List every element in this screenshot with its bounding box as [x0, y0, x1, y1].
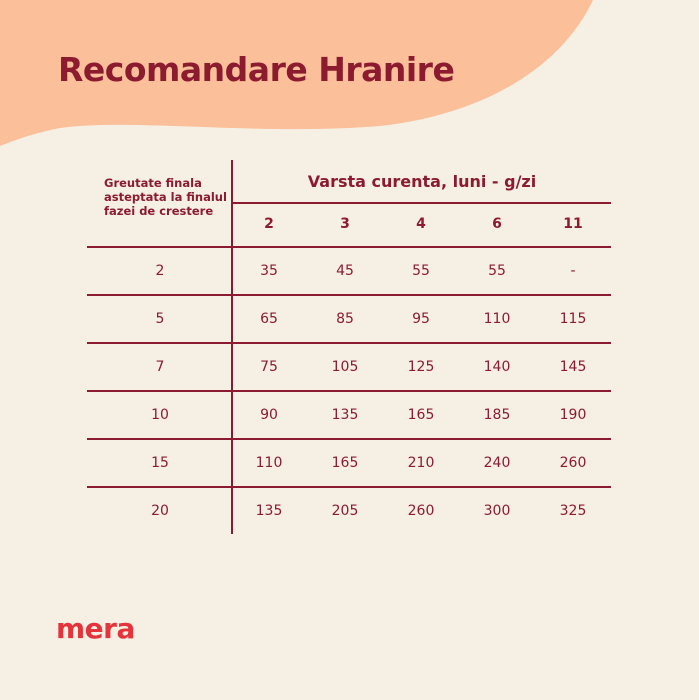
value-cell: 135	[255, 503, 283, 519]
value-cell: 125	[407, 359, 435, 375]
value-cell: 110	[255, 455, 283, 471]
age-header-2: 4	[416, 216, 426, 232]
value-cell: 210	[407, 455, 435, 471]
value-cell: 165	[407, 407, 435, 423]
mera-logo: mera	[56, 612, 135, 645]
value-cell: 135	[331, 407, 359, 423]
value-cell: 45	[336, 263, 354, 279]
value-cell: 90	[260, 407, 278, 423]
value-cell: 85	[336, 311, 354, 327]
weight-cell: 20	[151, 503, 169, 519]
age-header-0: 2	[264, 216, 274, 232]
value-cell: 260	[407, 503, 435, 519]
value-cell: 300	[483, 503, 511, 519]
value-cell: 205	[331, 503, 359, 519]
value-cell: 190	[559, 407, 587, 423]
value-cell: 95	[412, 311, 430, 327]
value-cell: 140	[483, 359, 511, 375]
value-cell: 185	[483, 407, 511, 423]
row-divider	[87, 390, 611, 392]
value-cell: 75	[260, 359, 278, 375]
header-divider	[231, 202, 611, 204]
age-header-3: 6	[492, 216, 502, 232]
column-group-header: Varsta curenta, luni - g/zi	[307, 172, 537, 191]
age-header-4: 11	[563, 216, 583, 232]
age-header-1: 3	[340, 216, 350, 232]
value-cell: 55	[488, 263, 506, 279]
row-divider	[87, 294, 611, 296]
value-cell: 55	[412, 263, 430, 279]
weight-cell: 5	[155, 311, 165, 327]
decorative-blob	[0, 0, 699, 200]
page-title: Recomandare Hranire	[58, 50, 455, 89]
weight-cell: 7	[155, 359, 165, 375]
row-divider	[87, 246, 611, 248]
value-cell: 145	[559, 359, 587, 375]
value-cell: 325	[559, 503, 587, 519]
row-divider	[87, 342, 611, 344]
weight-cell: 15	[151, 455, 169, 471]
row-divider	[87, 438, 611, 440]
value-cell: 110	[483, 311, 511, 327]
value-cell: 240	[483, 455, 511, 471]
value-cell: 35	[260, 263, 278, 279]
value-cell: 115	[559, 311, 587, 327]
value-cell: 65	[260, 311, 278, 327]
weight-cell: 10	[151, 407, 169, 423]
value-cell: 260	[559, 455, 587, 471]
value-cell: 105	[331, 359, 359, 375]
row-header-label: Greutate finala asteptata la finalul fazei de crestere	[104, 176, 227, 218]
value-cell: 165	[331, 455, 359, 471]
weight-cell: 2	[155, 263, 165, 279]
value-cell: -	[570, 263, 576, 279]
row-divider	[87, 486, 611, 488]
